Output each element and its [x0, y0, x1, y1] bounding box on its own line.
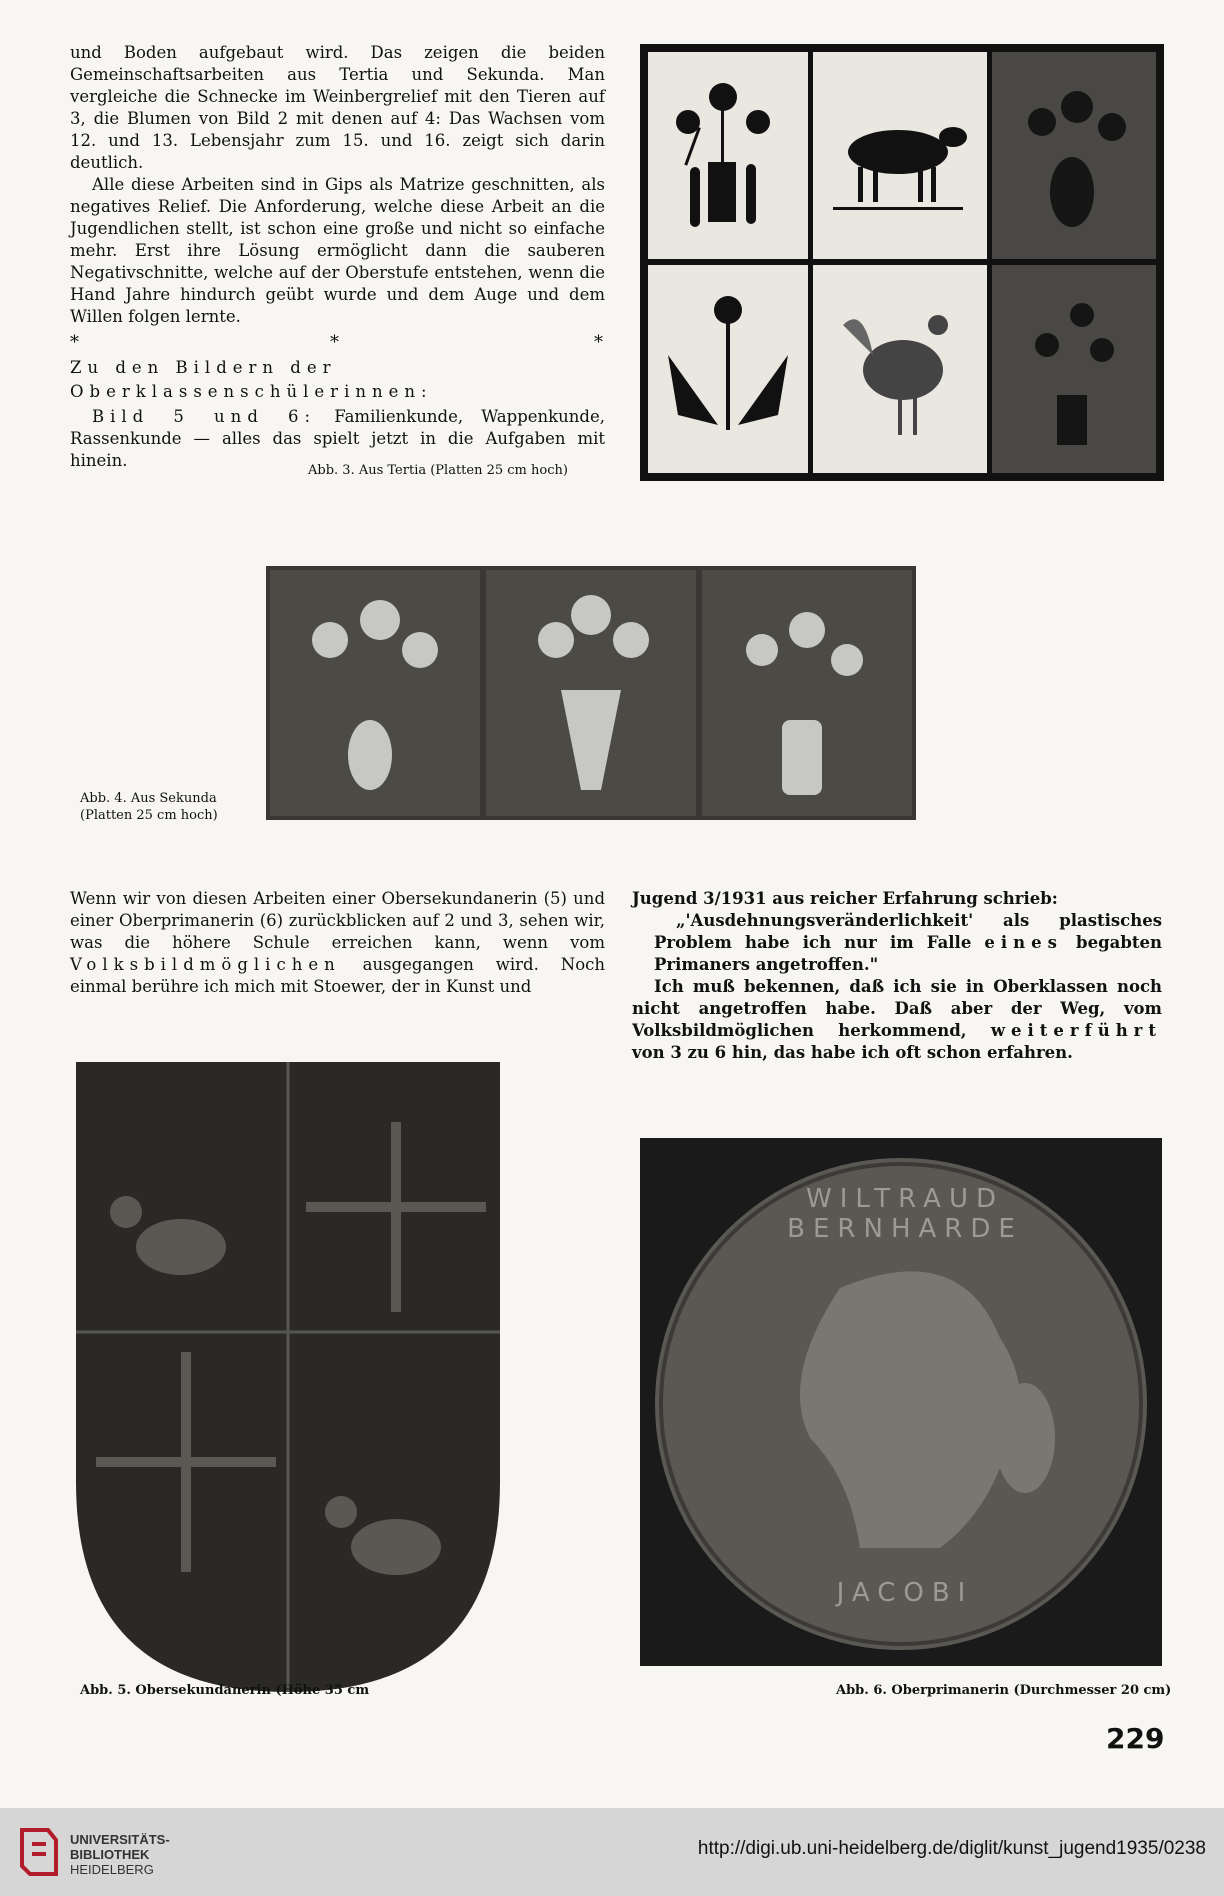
lower-right-first: Jugend 3/1931 aus reicher Erfahrung schrieb: [632, 889, 1058, 908]
caption-abb4 [80, 790, 218, 824]
lower-right-p2-after: von 3 zu 6 hin, das habe ich oft schon erfahren. [632, 1043, 1073, 1062]
lower-left-before: Wenn wir von diesen Arbeiten einer Obersekundanerin (5) und einer Oberprimanerin (6) zurückblicken auf 2 und 3, sehen wir, was die höhere Schule erreichen kann, wenn vom [70, 889, 605, 952]
page-number: 229 [1106, 1722, 1165, 1755]
plate-vase-jug [270, 570, 480, 816]
separator-star-3: * [594, 332, 603, 353]
figure-abb5 [76, 1062, 500, 1692]
paragraph-1: und Boden aufgebaut wird. Das zeigen die beiden Gemeinschaftsarbeiten aus Tertia und Sekunda. Man vergleiche die Schnecke im Weinbergrelief mit den Tieren auf 3, die Blumen von Bild 2 mit denen auf 4: Das Wachsen vom 12. und 13. Lebensjahr zum 15. und 16. zeigt sich darin deutlich. [70, 43, 605, 172]
plate-flowers-dark [992, 265, 1156, 473]
lower-right-quote-before: „'Ausdehnungsveränderlichkeit' als plastisches Problem habe ich nur im Falle [654, 911, 1162, 952]
lower-right-p2-spaced: weiterführt [990, 1021, 1162, 1040]
caption-abb5: Abb. 5. Obersekundanerin (Höhe 35 cm [80, 1683, 370, 1698]
lower-left-text [70, 888, 605, 998]
library-line3: HEIDELBERG [70, 1862, 154, 1877]
figure-abb6 [640, 1138, 1162, 1666]
library-line1: UNIVERSITÄTS- [70, 1832, 170, 1847]
library-logo-icon [18, 1826, 60, 1878]
separator-star-2: * [330, 332, 339, 353]
caption-abb3: Abb. 3. Aus Tertia (Platten 25 cm hoch) [308, 463, 568, 478]
plate-jug-bouquet [702, 570, 912, 816]
bild-intro-rest: Familienkunde, Wappenkunde, Rassenkunde — alles das spielt jetzt in die Aufgaben mit hinein. [70, 407, 605, 470]
plate-vase-daisies [486, 570, 696, 816]
plate-sheep [813, 52, 987, 259]
lower-right-p2-before: Ich muß bekennen, daß ich sie in Oberklassen noch nicht angetroffen habe. Daß aber der Weg, vom Volksbildmöglichen herkommend, [632, 977, 1162, 1040]
source-url-link[interactable]: http://digi.ub.uni-heidelberg.de/diglit/kunst_jugend1935/0238 [697, 1838, 1206, 1859]
figure-abb4 [266, 566, 916, 820]
bild-intro-spaced: Bild 5 und 6: [92, 407, 317, 426]
plate-flowers-vase [648, 52, 808, 259]
upper-left-text [70, 42, 605, 328]
lower-right-text [632, 888, 1162, 1064]
caption-abb4-line1: Abb. 4. Aus Sekunda [80, 791, 217, 806]
lower-left-after: ausgegangen wird. Noch einmal berühre ich mich mit Stoewer, der in Kunst und [70, 955, 605, 996]
plate-rooster [813, 265, 987, 473]
footer-bar [0, 1808, 1224, 1896]
lower-left-spaced: Volksbildmöglichen [70, 955, 341, 974]
lower-right-quote-after: begabten Primaners angetroffen." [654, 933, 1162, 974]
library-name [70, 1832, 170, 1877]
caption-abb4-line2: (Platten 25 cm hoch) [80, 808, 218, 823]
paragraph-2: Alle diese Arbeiten sind in Gips als Matrize geschnitten, als negatives Relief. Die Anforderung, welche diese Arbeit an die Jugendlichen stellt, ist schon eine große und nicht so einfache mehr. Erst ihre Lösung ermöglicht dann die sauberen Negativschnitte, welche auf der Oberstufe entstehen, wenn die Hand Jahre hindurch geübt wurde und dem Auge und dem Willen folgen lernte. [70, 175, 605, 326]
separator-star-1: * [70, 332, 79, 353]
library-line2: BIBLIOTHEK [70, 1847, 150, 1862]
figure-abb3 [640, 44, 1164, 481]
section-heading: Zu den Bildern der Oberklassenschülerinnen: [70, 358, 433, 401]
plate-bouquet-dark [992, 52, 1156, 259]
plate-dandelion [648, 265, 808, 473]
medal-inscription-top: WILTRAUD BERNHARDE [787, 1184, 1023, 1244]
lower-right-quote-spaced: eines [984, 933, 1063, 952]
medal-inscription-bottom: JACOBI [836, 1578, 974, 1608]
caption-abb6: Abb. 6. Oberprimanerin (Durchmesser 20 cm) [836, 1683, 1172, 1698]
